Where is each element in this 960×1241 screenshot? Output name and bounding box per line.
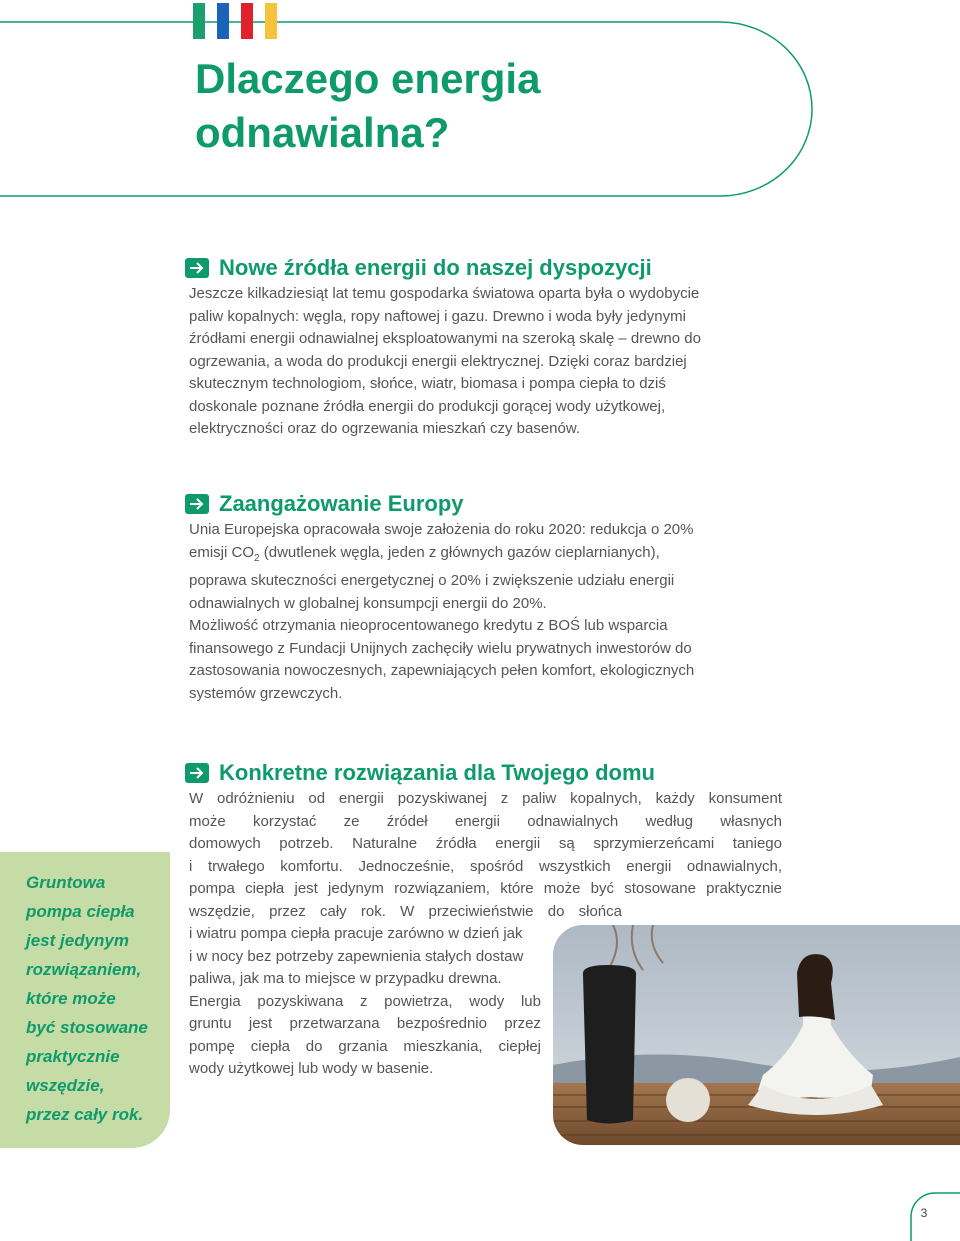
text-line: Unia Europejska opracowała swoje założenia do roku 2020: redukcja o 20% — [189, 521, 694, 538]
quote-line: wszędzie, — [26, 1076, 105, 1095]
text-line: i wiatru pompa ciepła pracuje zarówno w dzień jak — [189, 925, 523, 942]
section-body — [185, 283, 785, 441]
text-line: zastosowania nowoczesnych, zapewniających pełen komfort, ekologicznych — [189, 662, 695, 679]
pull-quote — [0, 852, 170, 1148]
quote-line: jest jedynym — [26, 931, 129, 950]
subscript: 2 — [254, 552, 260, 564]
text-line-co2 — [189, 542, 785, 571]
quote-line: praktycznie — [26, 1047, 120, 1066]
section-europe-commitment — [185, 489, 785, 705]
text-line: ogrzewania, a woda do produkcji energii elektrycznej. Dzięki coraz bardziej — [189, 352, 687, 370]
text-line: poprawa skuteczności energetycznej o 20% i zwiększenie udziału energii — [189, 572, 675, 589]
text-line: elektryczności oraz do ogrzewania mieszkań czy basenów. — [189, 420, 581, 437]
title-line-1: Dlaczego energia — [195, 55, 541, 102]
text-line: i w nocy bez potrzeby zapewnienia stałych dostaw — [189, 947, 524, 965]
text-line: i trwałego komfortu. Jednocześnie, spośród wszystkich energii odnawialnych, — [189, 857, 782, 875]
stripe-red — [241, 3, 253, 39]
text-line: pompa ciepła jest jedynym rozwiązaniem, które może być stosowane praktycznie — [189, 880, 782, 897]
text-line: źródłami energii odnawialnej eksploatowanymi na szeroką skalę – drewno do — [189, 330, 701, 347]
meditation-photo — [553, 925, 960, 1145]
arrow-right-icon — [185, 258, 209, 278]
text-line: może korzystać ze źródeł energii odnawialnych według własnych — [189, 812, 782, 830]
stripe-blue — [217, 3, 229, 39]
text-line: W odróżnieniu od energii pozyskiwanej z paliw kopalnych, każdy konsument — [189, 790, 782, 807]
text-line: wszędzie, przez cały rok. W przeciwieństwie do słońca — [189, 902, 622, 920]
quote-line: rozwiązaniem, — [26, 960, 142, 979]
text-line: systemów grzewczych. — [189, 684, 343, 702]
page-title — [195, 52, 755, 160]
text-line: Jeszcze kilkadziesiąt lat temu gospodarka światowa oparta była o wydobycie — [189, 285, 700, 302]
section-heading: Konkretne rozwiązania dla Twojego domu — [219, 760, 655, 785]
section-heading: Nowe źródła energii do naszej dyspozycji — [219, 255, 652, 280]
arrow-right-icon — [185, 763, 209, 783]
text-line: skutecznym technologiom, słońce, wiatr, biomasa i pompa ciepła to dziś — [189, 375, 666, 392]
section-renewable-sources — [185, 253, 785, 441]
title-line-2: odnawialna? — [195, 109, 450, 156]
text-line: odnawialnych w globalnej konsumpcji energii do 20%. — [189, 594, 547, 612]
text-line: doskonale poznane źródła energii do produkcji gorącej wody użytkowej, — [189, 397, 666, 415]
text-line: paliw kopalnych: węgla, ropy naftowej i gazu. Drewno i woda były jedynymi — [189, 307, 686, 325]
quote-line: Gruntowa — [26, 873, 106, 892]
text-line: gruntu jest przetwarzana bezpośrednio przez — [189, 1015, 541, 1032]
section-body — [185, 519, 785, 705]
text-fragment: emisji CO — [189, 543, 255, 561]
text-line: Energia pozyskiwana z powietrza, wody lub — [189, 992, 541, 1010]
section-heading: Zaangażowanie Europy — [219, 491, 464, 516]
text-line: paliwa, jak ma to miejsce w przypadku drewna. — [189, 970, 502, 987]
pull-quote-text — [0, 852, 170, 1129]
quote-line: pompa ciepła — [26, 902, 135, 921]
quote-line: które może — [26, 989, 116, 1008]
text-line: wody użytkowej lub wody w basenie. — [189, 1060, 434, 1077]
quote-line: przez cały rok. — [26, 1105, 144, 1124]
text-fragment: (dwutlenek węgla, jeden z głównych gazów cieplarnianych), — [259, 543, 660, 561]
stripe-green — [193, 3, 205, 39]
text-line: finansowego z Fundacji Unijnych zachęciły wielu prywatnych inwestorów do — [189, 639, 692, 657]
text-line: domowych potrzeb. Naturalne źródła energii są sprzymierzeńcami taniego — [189, 835, 782, 852]
text-line: pompę ciepła do grzania mieszkania, ciepłej — [189, 1037, 541, 1055]
text-line: Możliwość otrzymania nieoprocentowanego kredytu z BOŚ lub wsparcia — [189, 617, 668, 634]
page-number: 3 — [920, 1206, 928, 1220]
stripe-yellow — [265, 3, 277, 39]
quote-line: być stosowane — [26, 1018, 148, 1037]
arrow-right-icon — [185, 494, 209, 514]
